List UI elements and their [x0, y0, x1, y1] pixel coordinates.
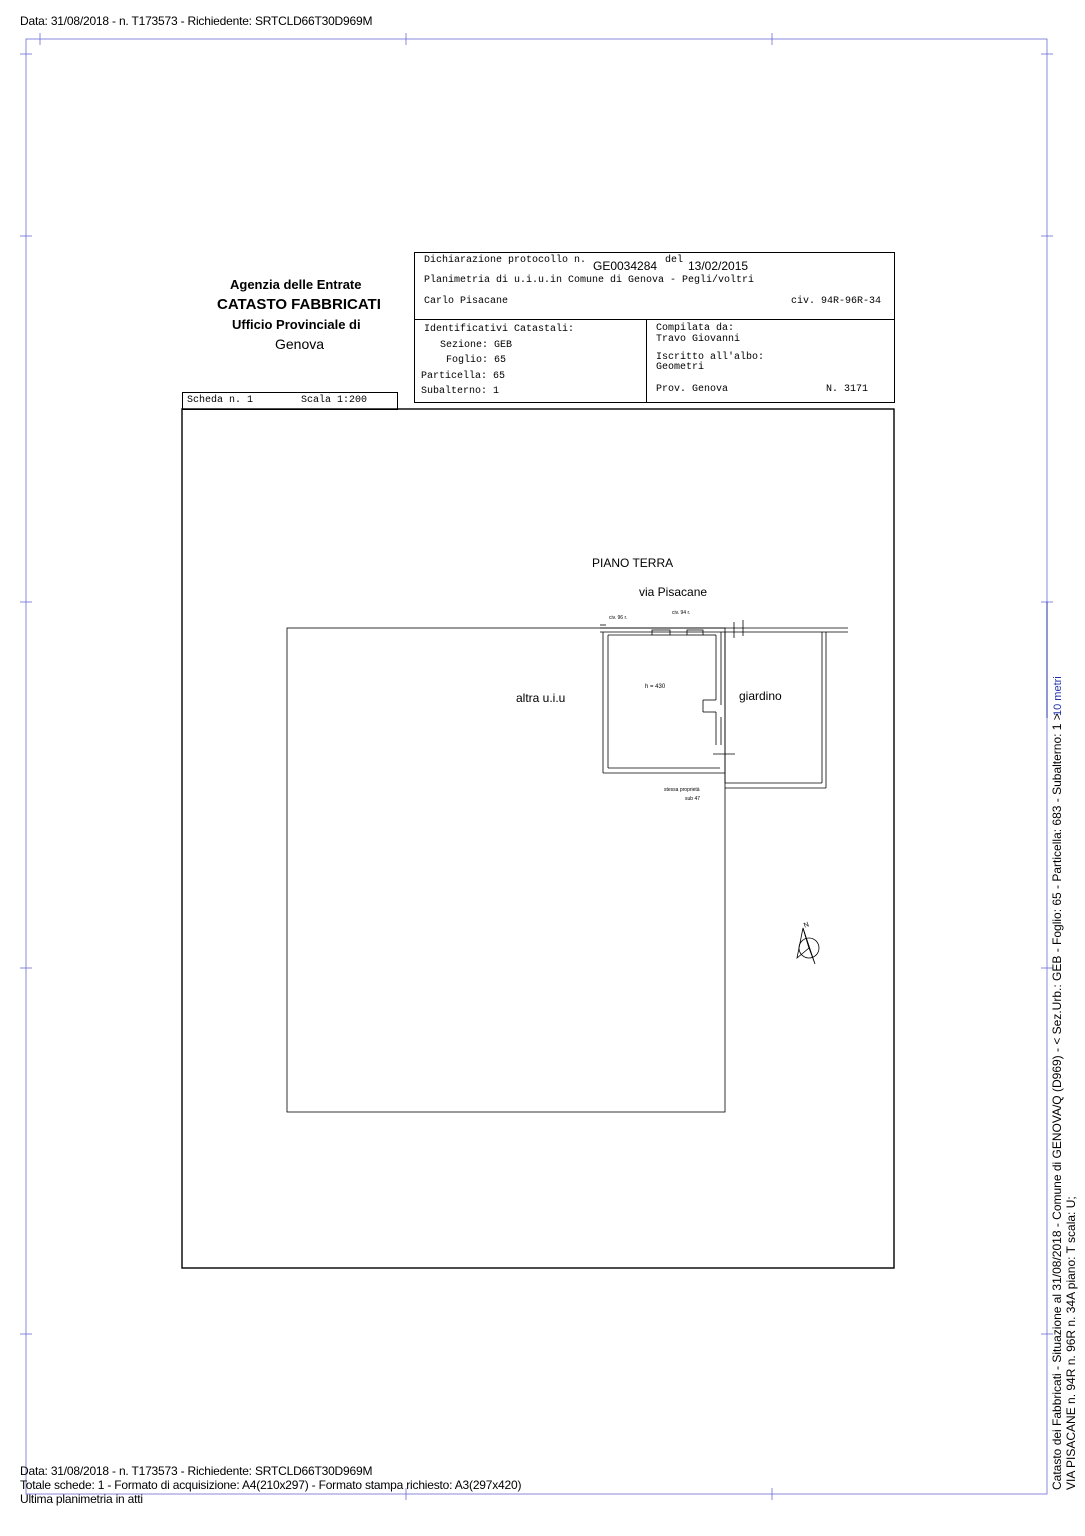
north-arrow-icon: [797, 928, 819, 964]
identifiers-title: Identificativi Catastali:: [424, 324, 575, 335]
albo-title: Iscritto all'albo:: [656, 352, 765, 363]
subalterno: Subalterno: 1: [421, 386, 500, 397]
scheda-number: Scheda n. 1: [187, 395, 254, 406]
sub47-label: sub 47: [685, 796, 701, 802]
civ94-label: civ. 94 r.: [672, 610, 691, 616]
foglio: Foglio: 65: [446, 355, 507, 366]
del-label: del: [665, 255, 684, 266]
office-label: Ufficio Provinciale di: [232, 317, 361, 332]
planimetria-line: Planimetria di u.i.u.in Comune di Genova - Pegli/voltri: [424, 275, 755, 286]
catasto-title: CATASTO FABBRICATI: [217, 296, 381, 313]
floor-label: PIANO TERRA: [592, 556, 674, 570]
other-unit-label: altra u.i.u: [516, 691, 566, 705]
identifiers-divider: [646, 319, 647, 403]
footer-line-1: Data: 31/08/2018 - n. T173573 - Richiedente: SRTCLD66T30D969M: [20, 1464, 373, 1478]
side-info: [1050, 713, 1078, 1490]
protocol-label: Dichiarazione protocollo n.: [424, 255, 587, 266]
civic-numbers: civ. 94R-96R-34: [791, 296, 882, 307]
scale-label: Scala 1:200: [301, 395, 368, 406]
protocol-date: 13/02/2015: [688, 259, 749, 273]
height-label: h = 430: [645, 684, 666, 690]
same-owner-label: stessa proprietà: [664, 787, 700, 793]
particella: Particella: 65: [421, 371, 506, 382]
side-line-2: VIA PISACANE n. 94R n. 96R n. 34A piano: T scala: U;: [1064, 1196, 1078, 1490]
address-line: Carlo Pisacane: [424, 296, 509, 307]
footer-line-2: Totale schede: 1 - Formato di acquisizione: A4(210x297) - Formato stampa richiesto: A3(297x420): [20, 1478, 522, 1492]
north-label: N: [802, 921, 811, 930]
albo-number: N. 3171: [826, 384, 869, 395]
footer-line-3: Ultima planimetria in atti: [20, 1492, 143, 1506]
albo-value: Geometri: [656, 362, 705, 373]
street-label: via Pisacane: [639, 585, 708, 599]
agency-name: Agenzia delle Entrate: [230, 277, 362, 292]
garden-label: giardino: [739, 689, 782, 703]
compiler-name: Travo Giovanni: [656, 334, 741, 345]
office-city: Genova: [275, 336, 325, 352]
sezione: Sezione: GEB: [440, 340, 513, 351]
protocol-number: GE0034284: [593, 259, 658, 273]
province: Prov. Genova: [656, 384, 729, 395]
side-line-1: Catasto dei Fabbricati - Situazione al 31/08/2018 - Comune di GENOVA/Q (D969) - < Sez.Urb.: GEB - Foglio: 65 - Particella: 683 - Subalterno: 1 >: [1050, 713, 1064, 1490]
top-header: Data: 31/08/2018 - n. T173573 - Richiedente: SRTCLD66T30D969M: [20, 14, 373, 28]
scale-bar-label: 10 metri: [1052, 676, 1064, 716]
compiler-title: Compilata da:: [656, 323, 735, 334]
declaration-divider: [414, 319, 895, 320]
civ96-label: civ. 96 r.: [609, 615, 628, 621]
